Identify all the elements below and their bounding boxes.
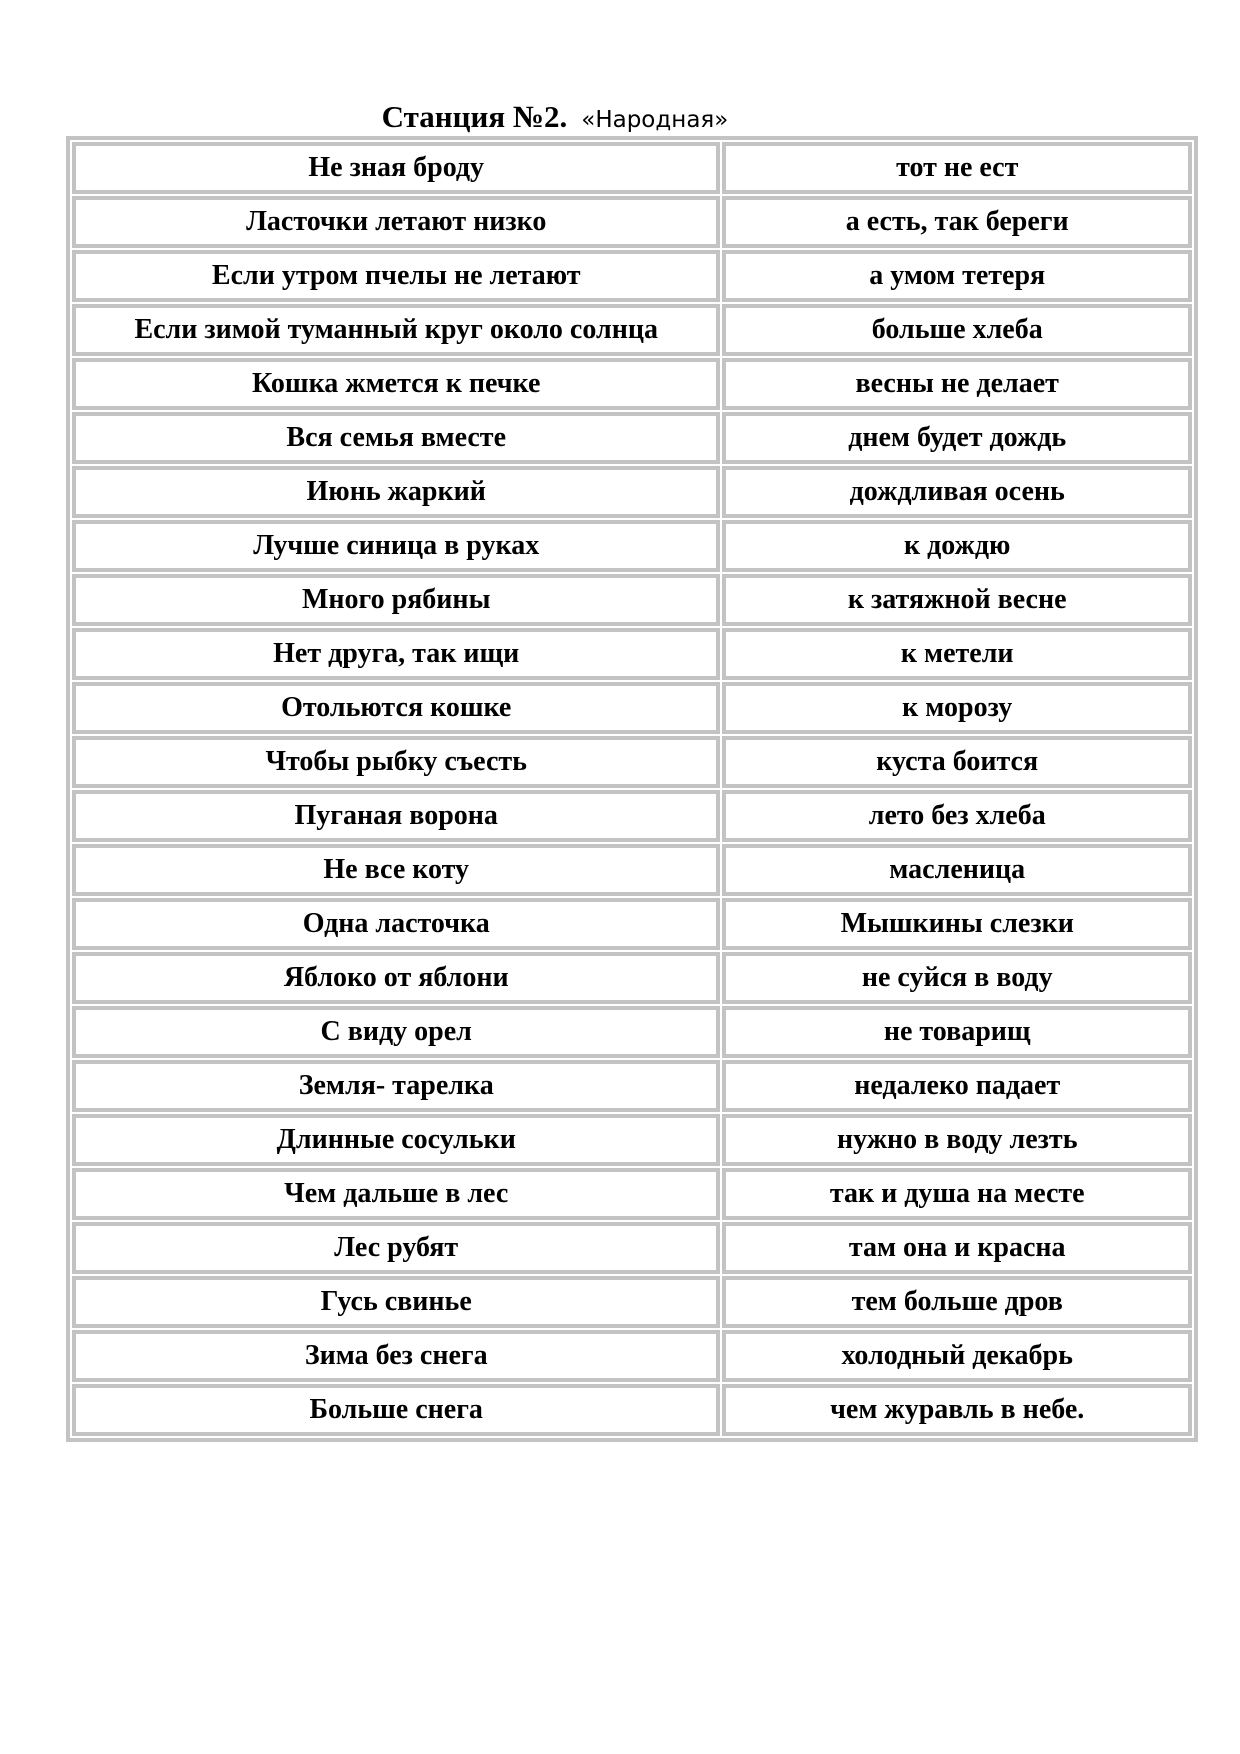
station-title: Станция №2. bbox=[381, 99, 568, 134]
proverb-ending-cell: а умом тетеря bbox=[722, 250, 1192, 302]
proverb-ending-cell: холодный декабрь bbox=[722, 1330, 1192, 1382]
proverb-beginning-cell: Длинные сосульки bbox=[72, 1114, 720, 1166]
proverb-ending-cell: чем журавль в небе. bbox=[722, 1384, 1192, 1436]
proverb-beginning-cell: Нет друга, так ищи bbox=[72, 628, 720, 680]
table-row bbox=[72, 1114, 1192, 1166]
proverb-beginning-cell: Земля- тарелка bbox=[72, 1060, 720, 1112]
proverb-ending-cell: а есть, так береги bbox=[722, 196, 1192, 248]
table-row bbox=[72, 844, 1192, 896]
proverb-beginning-cell: Чем дальше в лес bbox=[72, 1168, 720, 1220]
table-row bbox=[72, 304, 1192, 356]
proverb-ending-cell: масленица bbox=[722, 844, 1192, 896]
proverb-beginning-cell: Июнь жаркий bbox=[72, 466, 720, 518]
proverb-beginning-cell: Ласточки летают низко bbox=[72, 196, 720, 248]
table-row bbox=[72, 1276, 1192, 1328]
proverb-beginning-cell: Зима без снега bbox=[72, 1330, 720, 1382]
table-row bbox=[72, 1060, 1192, 1112]
table-row bbox=[72, 628, 1192, 680]
proverb-table-body bbox=[72, 142, 1192, 1436]
proverb-ending-cell: днем будет дождь bbox=[722, 412, 1192, 464]
table-row bbox=[72, 1006, 1192, 1058]
table-row bbox=[72, 1384, 1192, 1436]
proverb-ending-cell: там она и красна bbox=[722, 1222, 1192, 1274]
proverb-beginning-cell: Чтобы рыбку съесть bbox=[72, 736, 720, 788]
proverb-ending-cell: Мышкины слезки bbox=[722, 898, 1192, 950]
proverb-ending-cell: к дождю bbox=[722, 520, 1192, 572]
proverb-beginning-cell: Яблоко от яблони bbox=[72, 952, 720, 1004]
table-row bbox=[72, 1330, 1192, 1382]
proverb-ending-cell: лето без хлеба bbox=[722, 790, 1192, 842]
table-row bbox=[72, 250, 1192, 302]
proverb-ending-cell: больше хлеба bbox=[722, 304, 1192, 356]
table-row bbox=[72, 682, 1192, 734]
proverb-beginning-cell: Вся семья вместе bbox=[72, 412, 720, 464]
proverb-ending-cell: нужно в воду лезть bbox=[722, 1114, 1192, 1166]
table-row bbox=[72, 898, 1192, 950]
proverb-beginning-cell: Не зная броду bbox=[72, 142, 720, 194]
table-row bbox=[72, 1168, 1192, 1220]
proverb-ending-cell: не суйся в воду bbox=[722, 952, 1192, 1004]
proverb-beginning-cell: Не все коту bbox=[72, 844, 720, 896]
proverb-beginning-cell: Больше снега bbox=[72, 1384, 720, 1436]
proverb-ending-cell: недалеко падает bbox=[722, 1060, 1192, 1112]
proverb-ending-cell: к метели bbox=[722, 628, 1192, 680]
proverb-ending-cell: тем больше дров bbox=[722, 1276, 1192, 1328]
table-row bbox=[72, 790, 1192, 842]
table-row bbox=[72, 1222, 1192, 1274]
table-row bbox=[72, 520, 1192, 572]
proverb-ending-cell: тот не ест bbox=[722, 142, 1192, 194]
proverb-ending-cell: так и душа на месте bbox=[722, 1168, 1192, 1220]
proverb-ending-cell: куста боится bbox=[722, 736, 1192, 788]
proverb-beginning-cell: Много рябины bbox=[72, 574, 720, 626]
proverb-beginning-cell: Если утром пчелы не летают bbox=[72, 250, 720, 302]
station-subtitle: «Народная» bbox=[581, 107, 729, 133]
table-row bbox=[72, 574, 1192, 626]
table-row bbox=[72, 142, 1192, 194]
proverb-ending-cell: дождливая осень bbox=[722, 466, 1192, 518]
proverb-beginning-cell: Лес рубят bbox=[72, 1222, 720, 1274]
proverb-ending-cell: весны не делает bbox=[722, 358, 1192, 410]
page-title bbox=[0, 100, 1175, 140]
proverb-beginning-cell: Гусь свинье bbox=[72, 1276, 720, 1328]
proverb-beginning-cell: Лучше синица в руках bbox=[72, 520, 720, 572]
proverb-ending-cell: к морозу bbox=[722, 682, 1192, 734]
proverb-ending-cell: не товарищ bbox=[722, 1006, 1192, 1058]
proverb-beginning-cell: Если зимой туманный круг около солнца bbox=[72, 304, 720, 356]
proverb-matching-table bbox=[66, 136, 1198, 1442]
table-row bbox=[72, 358, 1192, 410]
table-row bbox=[72, 736, 1192, 788]
table-row bbox=[72, 466, 1192, 518]
proverb-ending-cell: к затяжной весне bbox=[722, 574, 1192, 626]
table-row bbox=[72, 412, 1192, 464]
table-row bbox=[72, 196, 1192, 248]
proverb-beginning-cell: Пуганая ворона bbox=[72, 790, 720, 842]
proverb-beginning-cell: Кошка жмется к печке bbox=[72, 358, 720, 410]
proverb-beginning-cell: Отольются кошке bbox=[72, 682, 720, 734]
table-row bbox=[72, 952, 1192, 1004]
proverb-beginning-cell: С виду орел bbox=[72, 1006, 720, 1058]
proverb-beginning-cell: Одна ласточка bbox=[72, 898, 720, 950]
